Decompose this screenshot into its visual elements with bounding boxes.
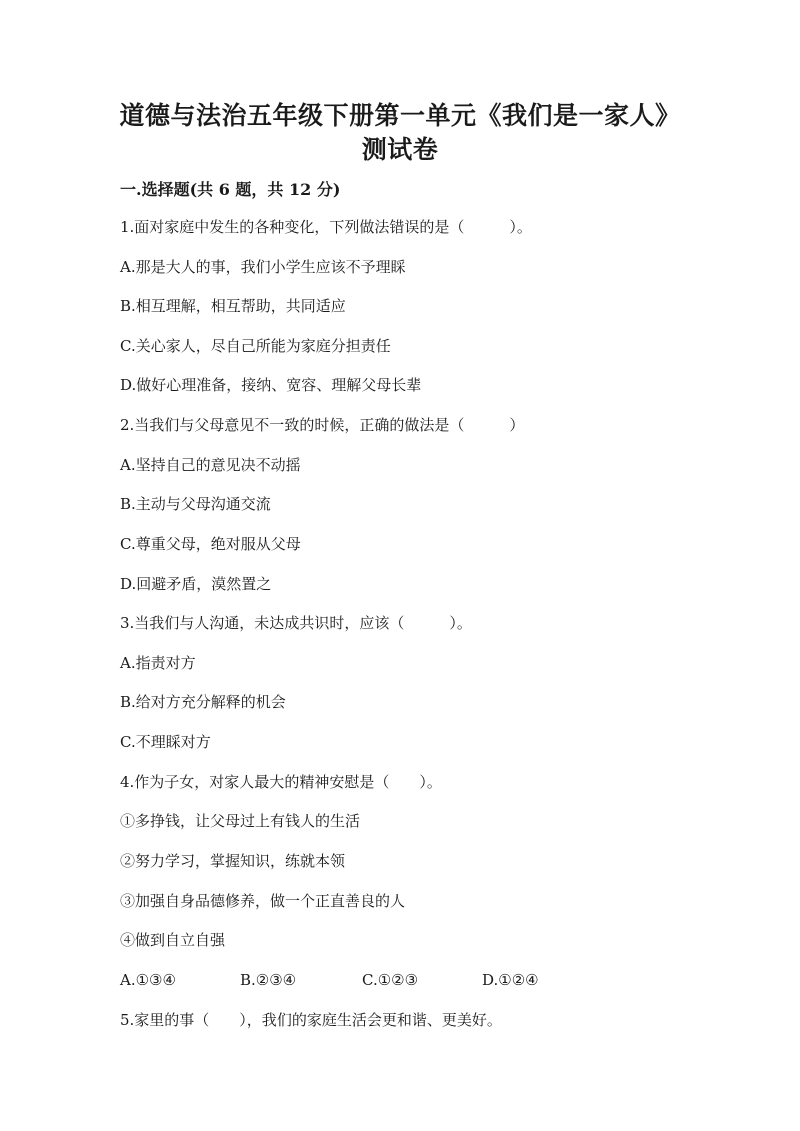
question-1-option-b: B.相互理解，相互帮助，共同适应: [120, 297, 346, 315]
section-heading: 一.选择题(共 6 题，共 12 分): [120, 180, 341, 199]
question-1-option-c: C.关心家人，尽自己所能为家庭分担责任: [120, 337, 391, 355]
exam-title-line-2: 测试卷: [361, 135, 439, 164]
question-3-stem: 3.当我们与人沟通，未达成共识时，应该（ ）。: [120, 614, 472, 632]
exam-title-line-1: 道德与法治五年级下册第一单元《我们是一家人》: [119, 101, 681, 130]
question-4-statement-1: ①多挣钱，让父母过上有钱人的生活: [120, 812, 361, 830]
question-4-stem: 4.作为子女，对家人最大的精神安慰是（ ）。: [120, 773, 442, 791]
question-1-stem: 1.面对家庭中发生的各种变化，下列做法错误的是（ ）。: [120, 218, 532, 236]
question-4-statement-4: ④做到自立自强: [120, 931, 226, 949]
question-1-option-d: D.做好心理准备，接纳、宽容、理解父母长辈: [120, 376, 422, 394]
question-1-option-a: A.那是大人的事，我们小学生应该不予理睬: [120, 258, 406, 276]
question-5-stem: 5.家里的事（ ），我们的家庭生活会更和谐、更美好。: [120, 1011, 502, 1029]
question-4-option-c: C.①②③: [362, 971, 419, 989]
question-4-option-d: D.①②④: [482, 971, 539, 989]
question-2-option-b: B.主动与父母沟通交流: [120, 495, 271, 513]
question-4-statement-3: ③加强自身品德修养，做一个正直善良的人: [120, 892, 406, 910]
question-4-option-a: A.①③④: [120, 971, 176, 989]
question-3-option-c: C.不理睬对方: [120, 733, 211, 751]
question-3-option-a: A.指责对方: [120, 654, 196, 672]
question-2-option-c: C.尊重父母，绝对服从父母: [120, 535, 301, 553]
question-4-option-b: B.②③④: [240, 971, 297, 989]
question-4-statement-2: ②努力学习，掌握知识，练就本领: [120, 852, 346, 870]
question-2-stem: 2.当我们与父母意见不一致的时候，正确的做法是（ ）: [120, 416, 525, 434]
question-2-option-d: D.回避矛盾，漠然置之: [120, 575, 272, 593]
question-2-option-a: A.坚持自己的意见决不动摇: [120, 456, 301, 474]
question-3-option-b: B.给对方充分解释的机会: [120, 693, 286, 711]
